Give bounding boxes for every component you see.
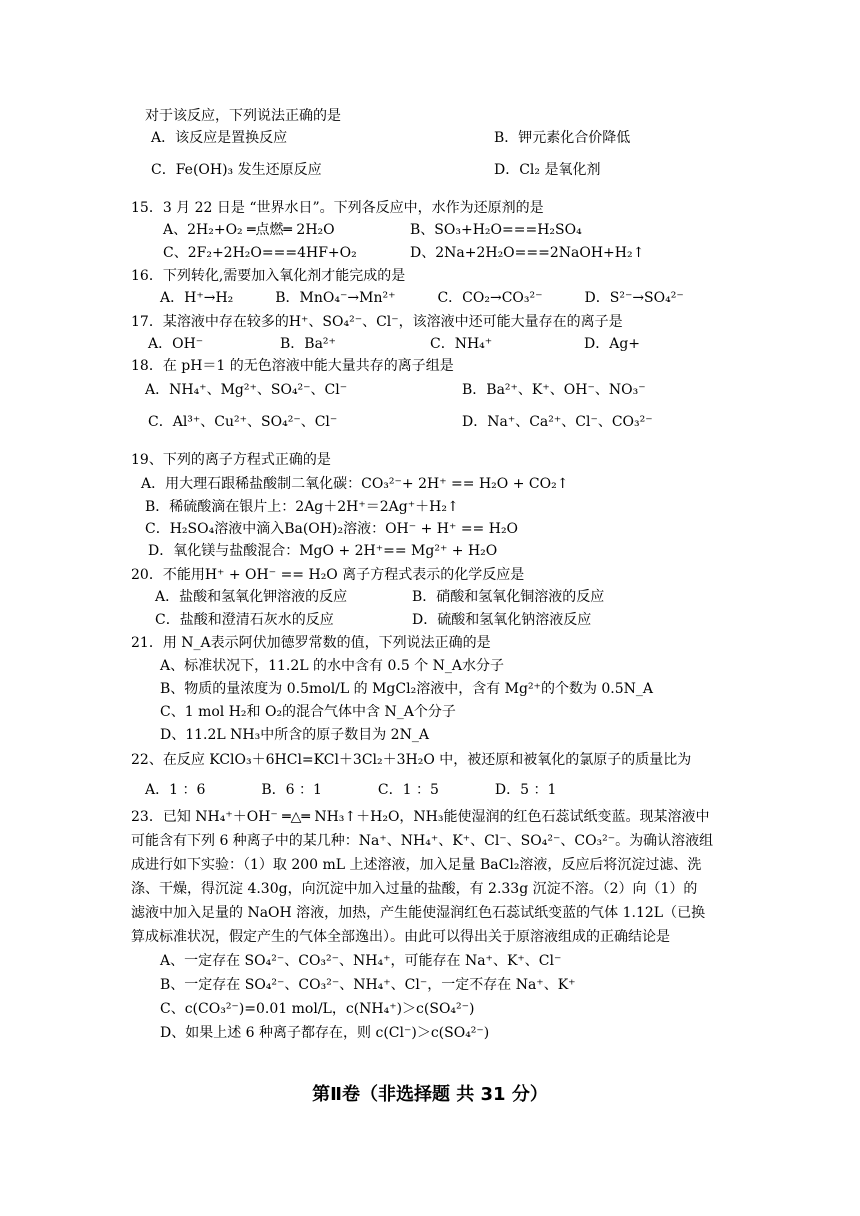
q20-option-c: C．盐酸和澄清石灰水的反应	[155, 612, 334, 628]
q18-option-d: D．Na⁺、Ca²⁺、Cl⁻、CO₃²⁻	[462, 414, 653, 430]
q18-stem: 18．在 pH＝1 的无色溶液中能大量共存的离子组是	[131, 358, 454, 374]
q22-options: A．1 ：6 B．6 ：1 C．1 ：5 D．5 ：1	[145, 782, 557, 798]
q17-option-d: D．Ag+	[584, 336, 641, 352]
q20-option-d: D．硫酸和氢氧化钠溶液反应	[412, 612, 592, 628]
q20-option-b: B．硝酸和氢氧化铜溶液的反应	[412, 589, 605, 605]
section-title: 第Ⅱ卷（非选择题 共 31 分）	[312, 1084, 548, 1105]
q17-stem: 17．某溶液中存在较多的H⁺、SO₄²⁻、Cl⁻，该溶液中还可能大量存在的离子是	[131, 314, 623, 330]
q18-option-a: A．NH₄⁺、Mg²⁺、SO₄²⁻、Cl⁻	[145, 382, 348, 398]
q23-option-d: D、如果上述 6 种离子都存在，则 c(Cl⁻)＞c(SO₄²⁻)	[160, 1025, 490, 1041]
q23-line-1: 23．已知 NH₄⁺＋OH⁻ ═△═ NH₃↑＋H₂O，NH₃能使湿润的红色石蕊试纸变蓝。现某溶液中	[131, 809, 710, 825]
q21-option-b: B、物质的量浓度为 0.5mol/L 的 MgCl₂溶液中，含有 Mg²⁺的个数为 0.5N_A	[160, 681, 654, 697]
q20-option-a: A．盐酸和氢氧化钾溶液的反应	[155, 589, 348, 605]
q23-line-6: 算成标准状况，假定产生的气体全部逸出）。由此可以得出关于原溶液组成的正确结论是	[131, 929, 670, 945]
q16-stem: 16．下列转化,需要加入氧化剂才能完成的是	[131, 268, 406, 284]
q23-option-a: A、一定存在 SO₄²⁻、CO₃²⁻、NH₄⁺，可能存在 Na⁺、K⁺、Cl⁻	[160, 953, 562, 969]
q19-option-c: C．H₂SO₄溶液中滴入Ba(OH)₂溶液：OH⁻ + H⁺ == H₂O	[145, 521, 519, 537]
q14-option-d: D．Cl₂ 是氧化剂	[494, 162, 601, 178]
q14-stem: 对于该反应，下列说法正确的是	[145, 108, 341, 124]
q14-option-b: B．钾元素化合价降低	[494, 130, 631, 146]
q14-option-a: A．该反应是置换反应	[151, 130, 288, 146]
q15-option-b: B、SO₃+H₂O===H₂SO₄	[410, 222, 582, 238]
q23-line-2: 可能含有下列 6 种离子中的某几种：Na⁺、NH₄⁺、K⁺、Cl⁻、SO₄²⁻、CO₃²⁻。为确认溶液组	[131, 833, 714, 849]
q23-line-5: 滤液中加入足量的 NaOH 溶液，加热，产生能使湿润红色石蕊试纸变蓝的气体 1.12L（已换	[131, 905, 706, 921]
q23-option-b: B、一定存在 SO₄²⁻、CO₃²⁻、NH₄⁺、Cl⁻，一定不存在 Na⁺、K⁺	[160, 977, 576, 993]
q19-option-d: D．氧化镁与盐酸混合：MgO + 2H⁺== Mg²⁺ + H₂O	[148, 543, 498, 559]
q19-stem: 19、下列的离子方程式正确的是	[131, 452, 331, 468]
q14-option-c: C．Fe(OH)₃ 发生还原反应	[151, 162, 322, 178]
q16-options: A．H⁺→H₂ B．MnO₄⁻→Mn²⁺ C．CO₂→CO₃²⁻ D．S²⁻→SO₄²⁻	[160, 290, 684, 306]
q15-option-a: A、2H₂+O₂ ═点燃═ 2H₂O	[163, 222, 335, 238]
q15-stem: 15．3 月 22 日是 “世界水日”。下列各反应中，水作为还原剂的是	[131, 200, 544, 216]
q15-option-c: C、2F₂+2H₂O===4HF+O₂	[163, 245, 357, 261]
q20-stem: 20．不能用H⁺ + OH⁻ == H₂O 离子方程式表示的化学反应是	[131, 567, 525, 583]
q23-option-c: C、c(CO₃²⁻)=0.01 mol/L，c(NH₄⁺)＞c(SO₄²⁻)	[160, 1001, 475, 1017]
q23-line-3: 成进行如下实验：（1）取 200 mL 上述溶液，加入足量 BaCl₂溶液，反应后将沉淀过滤、洗	[131, 857, 702, 873]
q18-option-b: B．Ba²⁺、K⁺、OH⁻、NO₃⁻	[462, 382, 646, 398]
q19-option-a: A．用大理石跟稀盐酸制二氧化碳：CO₃²⁻+ 2H⁺ == H₂O + CO₂↑	[141, 476, 569, 492]
q18-option-c: C．Al³⁺、Cu²⁺、SO₄²⁻、Cl⁻	[148, 414, 338, 430]
q15-option-d: D、2Na+2H₂O===2NaOH+H₂↑	[410, 245, 645, 261]
q17-option-c: C．NH₄⁺	[430, 336, 493, 352]
q19-option-b: B．稀硫酸滴在银片上：2Ag＋2H⁺＝2Ag⁺＋H₂↑	[145, 499, 459, 515]
q21-option-c: C、1 mol H₂和 O₂的混合气体中含 N_A个分子	[160, 704, 456, 720]
q22-stem: 22、在反应 KClO₃＋6HCl=KCl＋3Cl₂＋3H₂O 中，被还原和被氧化的氯原子的质量比为	[131, 752, 692, 768]
q17-option-b: B．Ba²⁺	[280, 336, 336, 352]
q23-line-4: 涤、干燥，得沉淀 4.30g，向沉淀中加入过量的盐酸，有 2.33g 沉淀不溶。（2）向（1）的	[131, 881, 698, 897]
q21-option-d: D、11.2L NH₃中所含的原子数目为 2N_A	[160, 727, 429, 743]
q21-option-a: A、标准状况下，11.2L 的水中含有 0.5 个 N_A水分子	[160, 658, 505, 674]
q21-stem: 21．用 N_A表示阿伏加德罗常数的值，下列说法正确的是	[131, 635, 491, 651]
q17-option-a: A．OH⁻	[148, 336, 204, 352]
